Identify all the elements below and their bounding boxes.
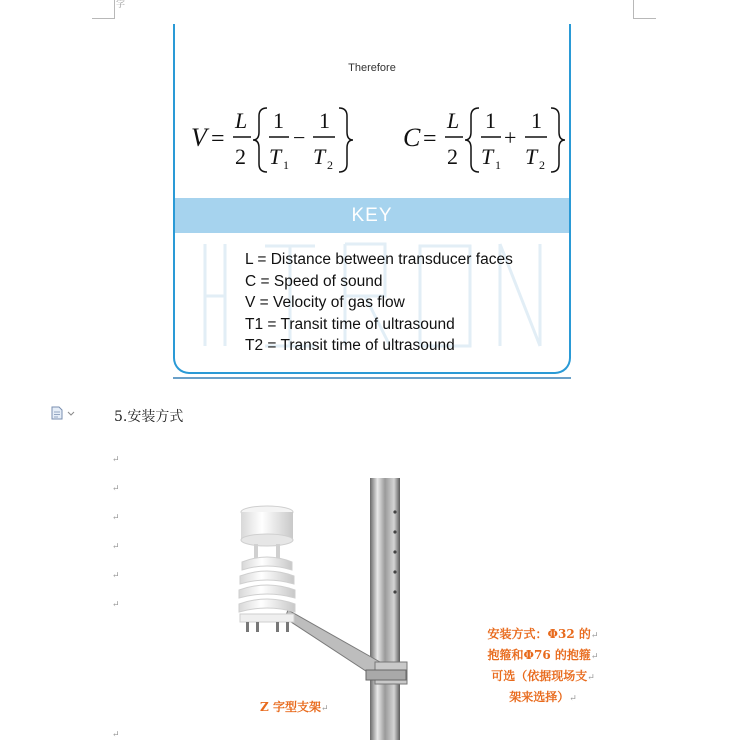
formula-c-num1: 1 (485, 108, 496, 133)
page-corner-marker-left (92, 0, 115, 19)
key-header: KEY (175, 198, 569, 233)
svg-text:=: = (423, 126, 437, 152)
therefore-label: Therefore (348, 62, 396, 74)
velocity-formula (189, 102, 359, 182)
formula-v-t1-sub: 1 (283, 158, 289, 172)
formula-v-t2-sub: 2 (327, 158, 333, 172)
install-method-caption (478, 625, 608, 709)
formula-c-L: L (447, 108, 460, 133)
pipe-clamp (366, 670, 406, 680)
formula-c-t1-sub: 1 (495, 158, 501, 172)
paragraph-mark: ↵ (112, 484, 120, 494)
bracket-caption: Z 字型支架↵ (260, 700, 329, 714)
formula-slide (173, 24, 571, 374)
caption-line: 架来选择）↵ (509, 690, 577, 704)
paragraph-mark: ↵ (112, 455, 120, 465)
key-item: C = Speed of sound (245, 272, 383, 290)
formula-c-op: + (504, 125, 517, 150)
paragraph-mark: ↵ (112, 600, 120, 610)
formula-c-t1: T (481, 144, 494, 169)
caption-line: 可选（依据现场支↵ (491, 669, 595, 683)
formula-v-op: − (293, 125, 306, 150)
formula-v-denom: 2 (235, 144, 246, 169)
mounting-pole (370, 478, 400, 740)
formula-c-denom: 2 (447, 144, 458, 169)
formula-v-num2: 1 (319, 108, 330, 133)
slide-bottom-rule (173, 377, 571, 379)
formula-v-num1: 1 (273, 108, 284, 133)
speed-formula (401, 102, 571, 182)
document-outline-icon[interactable] (50, 406, 76, 420)
formula-v-lhs: V (191, 123, 207, 152)
section-heading: 5.安装方式 (114, 409, 184, 425)
svg-text:=: = (211, 126, 225, 152)
key-item: L = Distance between transducer faces (245, 251, 513, 268)
key-item: V = Velocity of gas flow (245, 294, 405, 312)
formula-c-num2: 1 (531, 108, 542, 133)
caption-line: 抱箍和Φ76 的抱箍↵ (487, 648, 599, 662)
z-bracket (285, 610, 380, 677)
paragraph-mark: ↵ (112, 542, 120, 552)
key-item: T1 = Transit time of ultrasound (245, 315, 455, 333)
formula-c-t2-sub: 2 (539, 158, 545, 172)
key-list (245, 249, 513, 357)
caption-line: 安装方式：Φ32 的↵ (487, 627, 599, 641)
paragraph-mark: ↵ (112, 571, 120, 581)
formula-v-L: L (235, 108, 248, 133)
paragraph-mark: ↵ (112, 730, 120, 740)
formula-c-lhs: C (403, 123, 421, 152)
paragraph-mark: ↵ (112, 513, 120, 523)
page-corner-marker-right (633, 0, 656, 19)
corner-text-mark: 字 (116, 0, 126, 10)
formula-v-t1: T (269, 144, 282, 169)
key-item: T2 = Transit time of ultrasound (245, 337, 455, 355)
formula-v-t2: T (313, 144, 326, 169)
formula-c-t2: T (525, 144, 538, 169)
